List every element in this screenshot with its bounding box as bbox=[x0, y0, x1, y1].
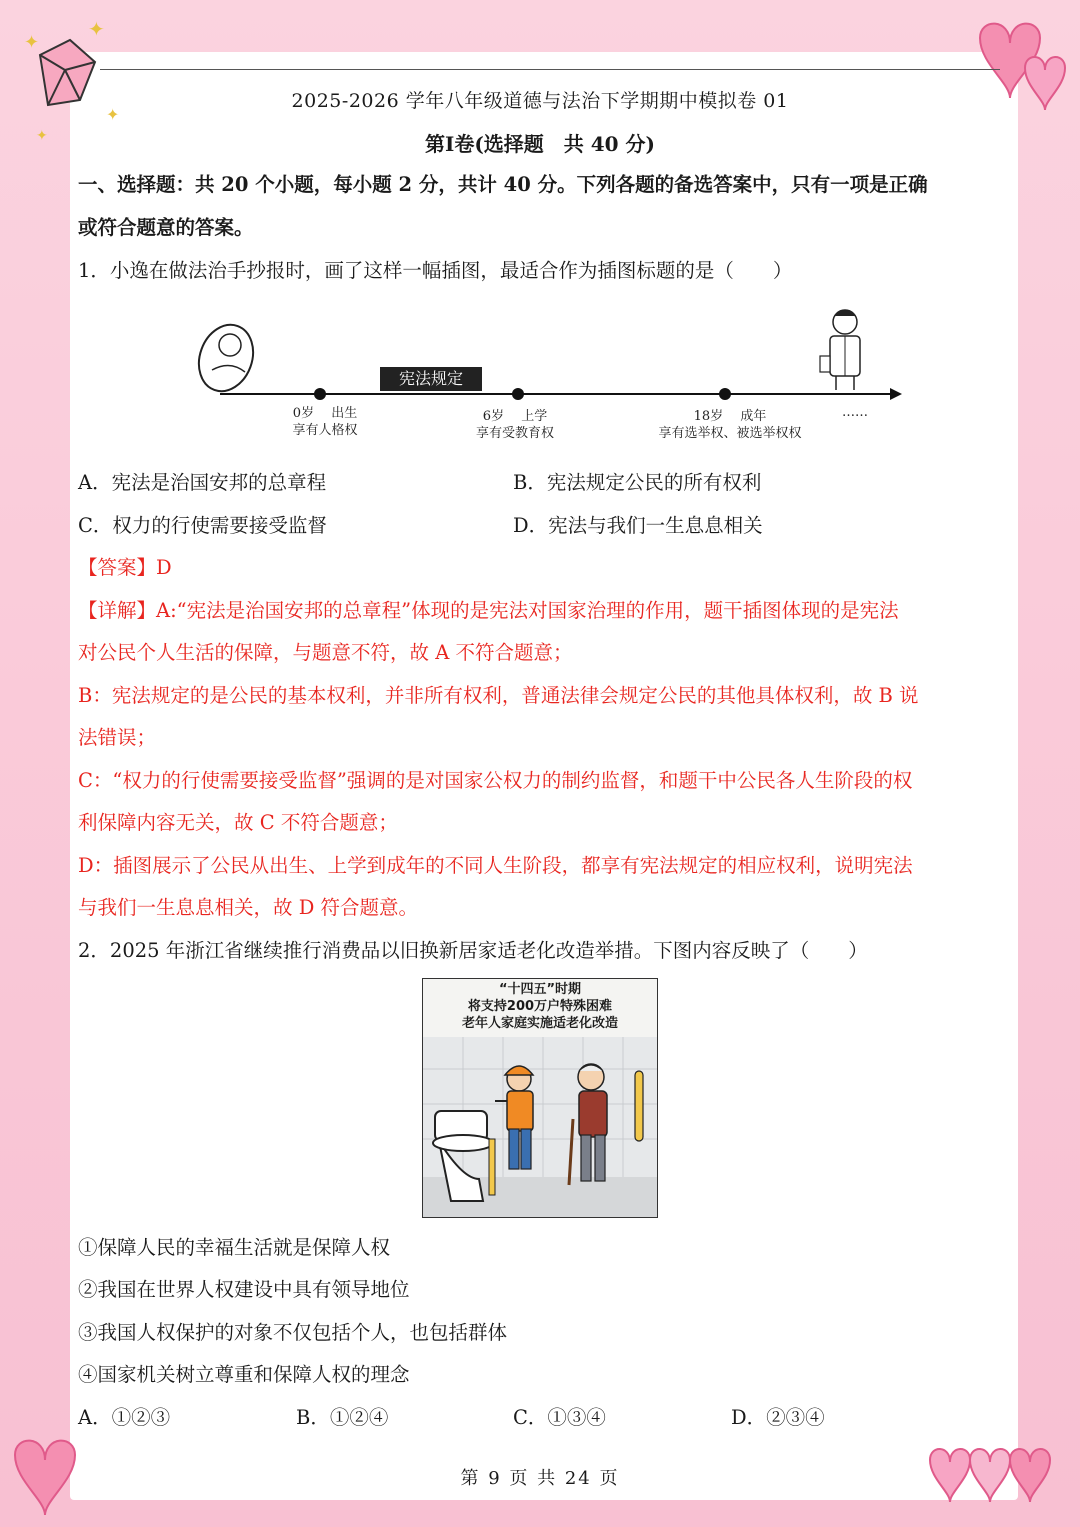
stage-right: 享有选举权、被选举权权 bbox=[658, 426, 802, 441]
q1-explain-line bbox=[78, 599, 1008, 623]
q2-option-b: B．①②④ bbox=[296, 1406, 389, 1429]
stage-age: 6岁 上学 bbox=[482, 409, 548, 424]
statement-2: ②我国在世界人权建设中具有领导地位 bbox=[78, 1278, 410, 1301]
stage-age: 18岁 成年 bbox=[693, 409, 767, 424]
q1-option-c: C．权力的行使需要接受监督 bbox=[78, 514, 327, 537]
timeline-stage-label bbox=[640, 408, 820, 442]
section-subtitle: 第Ⅰ卷(选择题 共 40 分) bbox=[424, 132, 656, 156]
answer-label: 【答案】 bbox=[78, 556, 157, 579]
explain-label: 【详解】 bbox=[78, 599, 157, 622]
stage-age: 0岁 出生 bbox=[292, 406, 358, 421]
caption-line: 老年人家庭实施适老化改造 bbox=[461, 1016, 618, 1031]
statement-1: ①保障人民的幸福生活就是保障人权 bbox=[78, 1236, 391, 1259]
q2-option-d: D．②③④ bbox=[731, 1406, 825, 1429]
q1-explain-line: D：插图展示了公民从出生、上学到成年的不同人生阶段，都享有宪法规定的相应权利，说明宪法 bbox=[78, 854, 913, 877]
page-number-footer: 第 9 页 共 24 页 bbox=[460, 1468, 620, 1489]
timeline-stage-label bbox=[280, 405, 370, 439]
question-2-stem: 2．2025 年浙江省继续推行消费品以旧换新居家适老化改造举措。下图内容反映了（ ） bbox=[78, 939, 868, 962]
q1-option-b: B．宪法规定公民的所有权利 bbox=[513, 471, 762, 494]
constitution-timeline-figure bbox=[190, 300, 910, 460]
q1-explain-line: 与我们一生息息相关，故 D 符合题意。 bbox=[78, 896, 419, 919]
elderly-renovation-cartoon bbox=[422, 978, 658, 1218]
caption-line: “十四五”时期 bbox=[498, 982, 582, 997]
statement-4: ④国家机关树立尊重和保障人权的理念 bbox=[78, 1363, 410, 1386]
page-title: 2025-2026 学年八年级道德与法治下学期期中模拟卷 01 bbox=[291, 90, 789, 112]
header-rule bbox=[100, 69, 1000, 70]
q1-explain-line: 对公民个人生活的保障，与题意不符，故 A 不符合题意； bbox=[78, 641, 573, 664]
svg-text:✦: ✦ bbox=[88, 17, 105, 41]
question-1-stem: 1．小逸在做法治手抄报时，画了这样一幅插图，最适合作为插图标题的是（ ） bbox=[78, 259, 793, 282]
q1-explain-line: 利保障内容无关，故 C 不符合题意； bbox=[78, 811, 398, 834]
instruction-line: 一、选择题：共 20 个小题，每小题 2 分，共计 40 分。下列各题的备选答案中，只有一项是正确 bbox=[78, 173, 928, 196]
cartoon-drawing bbox=[423, 979, 658, 1218]
stage-right: 享有受教育权 bbox=[475, 426, 554, 441]
q1-option-d: D．宪法与我们一生息息相关 bbox=[513, 514, 763, 537]
q1-explain-line: C：“权力的行使需要接受监督”强调的是对国家公权力的制约监督，和题干中公民各人生阶段的权 bbox=[78, 769, 913, 792]
stage-right: 享有人格权 bbox=[292, 423, 358, 438]
instruction-line: 或符合题意的答案。 bbox=[78, 216, 254, 239]
svg-text:✦: ✦ bbox=[36, 128, 48, 140]
timeline-ellipsis: …… bbox=[842, 405, 868, 420]
explain-text: A:“宪法是治国安邦的总章程”体现的是宪法对国家治理的作用，题干插图体现的是宪法 bbox=[156, 599, 899, 622]
q1-option-a: A．宪法是治国安邦的总章程 bbox=[78, 471, 327, 494]
q1-explain-line: B：宪法规定的是公民的基本权利，并非所有权利，普通法律会规定公民的其他具体权利，故 B 说 bbox=[78, 684, 919, 707]
statement-3: ③我国人权保护的对象不仅包括个人，也包括群体 bbox=[78, 1321, 508, 1344]
q2-option-a: A．①②③ bbox=[78, 1406, 171, 1429]
q2-option-c: C．①③④ bbox=[513, 1406, 606, 1429]
timeline-stage-label bbox=[460, 408, 570, 442]
q1-answer bbox=[78, 556, 1008, 580]
caption-line: 将支持200万户特殊困难 bbox=[467, 999, 613, 1014]
answer-value: D bbox=[156, 556, 172, 579]
svg-text:✦: ✦ bbox=[24, 32, 40, 53]
diamond-icon bbox=[10, 10, 120, 140]
constitution-tag: 宪法规定 bbox=[380, 367, 482, 391]
svg-text:✦: ✦ bbox=[106, 105, 120, 124]
q1-explain-line: 法错误； bbox=[78, 726, 157, 749]
